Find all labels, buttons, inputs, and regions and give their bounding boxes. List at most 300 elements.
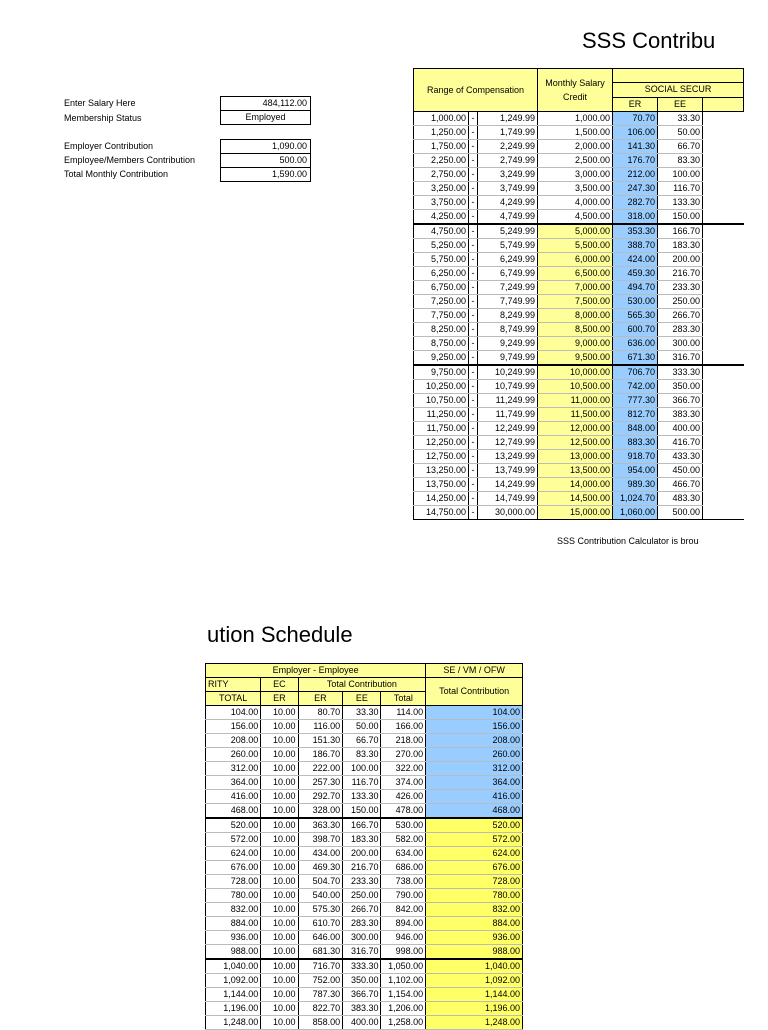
table-cell: 11,250.00 <box>414 408 469 422</box>
table-row <box>414 464 744 478</box>
table-row <box>414 492 744 506</box>
table-row <box>414 436 744 450</box>
table-cell: 13,500.00 <box>538 464 613 478</box>
table-row <box>206 762 523 776</box>
table-cell: - <box>469 478 478 492</box>
table-cell: 1,196.00 <box>426 1002 523 1016</box>
table-cell: 5,500.00 <box>538 239 613 253</box>
table-cell: 686.00 <box>381 861 426 875</box>
table-cell: 416.00 <box>426 790 523 804</box>
table-cell: 1,040.00 <box>426 959 523 974</box>
table-cell: 11,749.99 <box>478 408 538 422</box>
table-cell: 33.30 <box>658 112 703 126</box>
table-row <box>206 861 523 875</box>
header-rity: RITY <box>206 678 261 692</box>
table-cell: 946.00 <box>381 931 426 945</box>
table-cell: 10.00 <box>261 1016 298 1030</box>
table-cell: 1,024.70 <box>613 492 658 506</box>
table-cell: 398.70 <box>298 833 343 847</box>
table-row <box>206 903 523 917</box>
table-cell: 257.30 <box>298 776 343 790</box>
table-cell: 183.30 <box>343 833 381 847</box>
table-cell: 13,749.99 <box>478 464 538 478</box>
table-cell: 3,500.00 <box>538 182 613 196</box>
table-cell: 7,749.99 <box>478 295 538 309</box>
table-cell: 1,092.00 <box>426 974 523 988</box>
table-cell: 681.30 <box>298 945 343 960</box>
table-cell: 364.00 <box>426 776 523 790</box>
table-cell: 998.00 <box>381 945 426 960</box>
table-row <box>414 154 744 168</box>
header-employer-employee: Employer - Employee <box>206 664 426 678</box>
table-cell: 3,749.99 <box>478 182 538 196</box>
table-cell: 14,750.00 <box>414 506 469 520</box>
status-label: Membership Status <box>64 113 142 123</box>
table-row <box>414 295 744 309</box>
table-cell: 270.00 <box>381 748 426 762</box>
table-row <box>206 875 523 889</box>
table-cell: - <box>469 210 478 225</box>
table-cell: 6,750.00 <box>414 281 469 295</box>
table-cell: 14,500.00 <box>538 492 613 506</box>
table-cell: 1,144.00 <box>206 988 261 1002</box>
table-cell: 100.00 <box>343 762 381 776</box>
table-cell: 2,500.00 <box>538 154 613 168</box>
table-cell: 3,249.99 <box>478 168 538 182</box>
table-cell: 1,144.00 <box>426 988 523 1002</box>
table-cell: 478.00 <box>381 804 426 819</box>
table-cell: 832.00 <box>206 903 261 917</box>
table-cell: 742.00 <box>613 380 658 394</box>
header-ee: EE <box>343 692 381 706</box>
table-cell: 104.00 <box>206 706 261 720</box>
table-cell: 5,000.00 <box>538 224 613 239</box>
table-cell: 374.00 <box>381 776 426 790</box>
table-row <box>206 988 523 1002</box>
table-cell: 1,248.00 <box>426 1016 523 1030</box>
table-cell: - <box>469 295 478 309</box>
table-cell: 9,750.00 <box>414 365 469 380</box>
table-row <box>206 945 523 960</box>
table-cell: 150.00 <box>343 804 381 819</box>
table-cell: 5,250.00 <box>414 239 469 253</box>
table-cell: 80.70 <box>298 706 343 720</box>
table-cell: 7,250.00 <box>414 295 469 309</box>
table-cell: 12,750.00 <box>414 450 469 464</box>
table-cell: 671.30 <box>613 351 658 366</box>
table-cell: 500.00 <box>658 506 703 520</box>
table-cell: - <box>469 112 478 126</box>
table-cell: 218.00 <box>381 734 426 748</box>
table-cell: 1,102.00 <box>381 974 426 988</box>
table-row <box>206 776 523 790</box>
header-ec: EC <box>261 678 298 692</box>
table-cell: - <box>469 351 478 366</box>
table-cell: - <box>469 196 478 210</box>
table-cell: 636.00 <box>613 337 658 351</box>
header-er: ER <box>613 97 658 111</box>
table-cell: 316.70 <box>658 351 703 366</box>
bottom-title: ution Schedule <box>207 622 353 647</box>
table-row <box>206 720 523 734</box>
table-row <box>206 790 523 804</box>
table-cell: 582.00 <box>381 833 426 847</box>
table-cell: 283.30 <box>658 323 703 337</box>
table-cell: 494.70 <box>613 281 658 295</box>
table-cell: 250.00 <box>343 889 381 903</box>
table-cell: 9,249.99 <box>478 337 538 351</box>
table-cell: 10.00 <box>261 988 298 1002</box>
contribution-schedule-table <box>205 663 523 1030</box>
table-cell: 316.70 <box>343 945 381 960</box>
table-cell: 151.30 <box>298 734 343 748</box>
table-cell: 10,000.00 <box>538 365 613 380</box>
table-cell: 208.00 <box>206 734 261 748</box>
table-cell: 812.70 <box>613 408 658 422</box>
table-cell: - <box>469 168 478 182</box>
table-cell: 176.70 <box>613 154 658 168</box>
table-cell: 116.00 <box>298 720 343 734</box>
table-cell: 1,196.00 <box>206 1002 261 1016</box>
table-row <box>206 748 523 762</box>
table-cell: 116.70 <box>658 182 703 196</box>
table-cell: 10.00 <box>261 762 298 776</box>
table-cell: 13,250.00 <box>414 464 469 478</box>
table-cell: 312.00 <box>426 762 523 776</box>
table-row <box>414 140 744 154</box>
table-cell: 4,500.00 <box>538 210 613 225</box>
total-label: Total Monthly Contribution <box>64 169 169 179</box>
table-cell: 11,000.00 <box>538 394 613 408</box>
table-row <box>414 351 744 366</box>
table-cell: 918.70 <box>613 450 658 464</box>
table-cell: 8,249.99 <box>478 309 538 323</box>
table-cell: 10.00 <box>261 776 298 790</box>
table-row <box>414 253 744 267</box>
table-row <box>414 422 744 436</box>
table-cell: 7,249.99 <box>478 281 538 295</box>
table-cell: 9,500.00 <box>538 351 613 366</box>
table-cell: 1,250.00 <box>414 126 469 140</box>
table-cell: 8,000.00 <box>538 309 613 323</box>
table-cell: - <box>469 337 478 351</box>
table-cell: 10,500.00 <box>538 380 613 394</box>
table-cell: 780.00 <box>426 889 523 903</box>
table-cell: 646.00 <box>298 931 343 945</box>
table-cell: 1,154.00 <box>381 988 426 1002</box>
table-cell: 5,249.99 <box>478 224 538 239</box>
table-cell: 1,050.00 <box>381 959 426 974</box>
table-cell: 150.00 <box>658 210 703 225</box>
table-cell: 13,249.99 <box>478 450 538 464</box>
table-cell: 988.00 <box>426 945 523 960</box>
table-cell: 988.00 <box>206 945 261 960</box>
er-label: Employer Contribution <box>64 141 154 151</box>
table-cell: - <box>469 182 478 196</box>
header-ec-er: ER <box>261 692 298 706</box>
table-cell: 10.00 <box>261 790 298 804</box>
table-cell: 388.70 <box>613 239 658 253</box>
table-cell: 572.00 <box>426 833 523 847</box>
table-cell: 233.30 <box>343 875 381 889</box>
table-cell: 10.00 <box>261 734 298 748</box>
table-cell: 1,500.00 <box>538 126 613 140</box>
table-cell: 3,750.00 <box>414 196 469 210</box>
table-cell: 328.00 <box>298 804 343 819</box>
table-cell: 1,000.00 <box>538 112 613 126</box>
table-cell: 266.70 <box>343 903 381 917</box>
table-row <box>414 365 744 380</box>
table-cell: 366.70 <box>343 988 381 1002</box>
table-cell: - <box>469 394 478 408</box>
table-cell: 426.00 <box>381 790 426 804</box>
table-cell: 1,249.99 <box>478 112 538 126</box>
table-cell: 466.70 <box>658 478 703 492</box>
table-cell: 624.00 <box>206 847 261 861</box>
table-cell: 282.70 <box>613 196 658 210</box>
table-cell: 83.30 <box>343 748 381 762</box>
table-cell: 2,249.99 <box>478 140 538 154</box>
table-cell: 166.70 <box>343 818 381 833</box>
table-cell: - <box>469 422 478 436</box>
table-cell: 13,000.00 <box>538 450 613 464</box>
table-row <box>414 394 744 408</box>
table-cell: 10.00 <box>261 833 298 847</box>
table-cell: 8,749.99 <box>478 323 538 337</box>
table-cell: 12,250.00 <box>414 436 469 450</box>
table-cell: 4,749.99 <box>478 210 538 225</box>
table-cell: 565.30 <box>613 309 658 323</box>
table-row <box>206 734 523 748</box>
table-cell: 10.00 <box>261 818 298 833</box>
table-cell: 469.30 <box>298 861 343 875</box>
table-cell: 12,000.00 <box>538 422 613 436</box>
table-cell: 10.00 <box>261 945 298 960</box>
table-cell: 100.00 <box>658 168 703 182</box>
table-row <box>414 126 744 140</box>
table-cell: 787.30 <box>298 988 343 1002</box>
table-cell: 3,250.00 <box>414 182 469 196</box>
table-cell: 434.00 <box>298 847 343 861</box>
table-cell: 200.00 <box>343 847 381 861</box>
table-cell: 10.00 <box>261 875 298 889</box>
table-cell: 706.70 <box>613 365 658 380</box>
table-cell: 10.00 <box>261 847 298 861</box>
header-social: SOCIAL SECUR <box>613 83 744 97</box>
table-cell: 13,750.00 <box>414 478 469 492</box>
table-row <box>414 182 744 196</box>
table-row <box>206 889 523 903</box>
table-row <box>414 380 744 394</box>
table-cell: 416.70 <box>658 436 703 450</box>
table-cell: 848.00 <box>613 422 658 436</box>
table-cell: 14,749.99 <box>478 492 538 506</box>
table-row <box>414 323 744 337</box>
table-cell: 350.00 <box>343 974 381 988</box>
bottom-table-wrapper <box>205 663 525 1027</box>
table-cell: 333.30 <box>658 365 703 380</box>
table-cell: 8,500.00 <box>538 323 613 337</box>
table-cell: 116.70 <box>343 776 381 790</box>
table-row <box>206 959 523 974</box>
table-cell: - <box>469 126 478 140</box>
table-cell: 822.70 <box>298 1002 343 1016</box>
table-cell: - <box>469 154 478 168</box>
table-cell: 156.00 <box>206 720 261 734</box>
table-row <box>206 1016 523 1030</box>
table-cell: 676.00 <box>426 861 523 875</box>
table-cell: 50.00 <box>343 720 381 734</box>
table-cell: - <box>469 253 478 267</box>
table-cell: 70.70 <box>613 112 658 126</box>
table-row <box>206 833 523 847</box>
table-cell: 504.70 <box>298 875 343 889</box>
table-cell: 383.30 <box>343 1002 381 1016</box>
table-cell: 6,500.00 <box>538 267 613 281</box>
table-cell: 1,040.00 <box>206 959 261 974</box>
table-row <box>414 210 744 225</box>
table-cell: 10,750.00 <box>414 394 469 408</box>
table-cell: 530.00 <box>613 295 658 309</box>
sss-range-table <box>413 68 744 520</box>
table-cell: 11,750.00 <box>414 422 469 436</box>
status-select[interactable]: Employed <box>220 110 311 125</box>
table-cell: 5,750.00 <box>414 253 469 267</box>
table-cell: 7,500.00 <box>538 295 613 309</box>
table-cell: 318.00 <box>613 210 658 225</box>
table-cell: 9,749.99 <box>478 351 538 366</box>
table-cell: 12,749.99 <box>478 436 538 450</box>
header-total: TOTAL <box>206 692 261 706</box>
table-cell: 260.00 <box>206 748 261 762</box>
table-cell: 260.00 <box>426 748 523 762</box>
table-row <box>414 337 744 351</box>
table-row <box>206 706 523 720</box>
table-cell: 166.70 <box>658 224 703 239</box>
note-text: SSS Contribution Calculator is brou <box>557 536 699 546</box>
table-cell: 1,060.00 <box>613 506 658 520</box>
table-cell: 777.30 <box>613 394 658 408</box>
table-cell: 114.00 <box>381 706 426 720</box>
table-cell: 10,250.00 <box>414 380 469 394</box>
table-cell: 540.00 <box>298 889 343 903</box>
table-cell: 738.00 <box>381 875 426 889</box>
table-cell: 10.00 <box>261 917 298 931</box>
table-cell: 156.00 <box>426 720 523 734</box>
table-cell: 11,249.99 <box>478 394 538 408</box>
table-cell: 936.00 <box>426 931 523 945</box>
table-cell: 575.30 <box>298 903 343 917</box>
table-cell: 8,750.00 <box>414 337 469 351</box>
table-cell: 250.00 <box>658 295 703 309</box>
table-cell: 133.30 <box>658 196 703 210</box>
table-cell: 200.00 <box>658 253 703 267</box>
table-cell: 222.00 <box>298 762 343 776</box>
table-cell: - <box>469 281 478 295</box>
header-msc: Monthly Salary Credit <box>538 69 613 112</box>
header-er: ER <box>298 692 343 706</box>
table-row <box>206 804 523 819</box>
table-cell: 333.30 <box>343 959 381 974</box>
table-row <box>414 168 744 182</box>
top-table-wrapper <box>413 68 712 522</box>
table-cell: 353.30 <box>613 224 658 239</box>
table-cell: 104.00 <box>426 706 523 720</box>
table-row <box>414 196 744 210</box>
table-cell: 364.00 <box>206 776 261 790</box>
header-range: Range of Compensation <box>414 69 538 112</box>
table-cell: 30,000.00 <box>478 506 538 520</box>
table-cell: - <box>469 492 478 506</box>
table-row <box>414 450 744 464</box>
table-cell: 858.00 <box>298 1016 343 1030</box>
table-cell: 894.00 <box>381 917 426 931</box>
table-cell: 83.30 <box>658 154 703 168</box>
table-cell: 1,258.00 <box>381 1016 426 1030</box>
table-row <box>206 974 523 988</box>
table-cell: 292.70 <box>298 790 343 804</box>
top-title: SSS Contribu <box>582 28 716 53</box>
table-cell: 1,000.00 <box>414 112 469 126</box>
table-cell: 6,249.99 <box>478 253 538 267</box>
table-cell: 4,249.99 <box>478 196 538 210</box>
table-cell: 9,000.00 <box>538 337 613 351</box>
table-cell: 400.00 <box>658 422 703 436</box>
table-cell: 10.00 <box>261 903 298 917</box>
table-row <box>414 281 744 295</box>
table-cell: 322.00 <box>381 762 426 776</box>
table-cell: - <box>469 224 478 239</box>
table-cell: 183.30 <box>658 239 703 253</box>
header-ee: EE <box>658 97 703 111</box>
table-cell: 520.00 <box>206 818 261 833</box>
table-cell: 572.00 <box>206 833 261 847</box>
ee-label: Employee/Members Contribution <box>64 155 196 165</box>
table-cell: 6,749.99 <box>478 267 538 281</box>
table-cell: - <box>469 239 478 253</box>
table-row <box>414 408 744 422</box>
table-cell: 283.30 <box>343 917 381 931</box>
salary-label: Enter Salary Here <box>64 98 136 108</box>
table-cell: 728.00 <box>426 875 523 889</box>
table-cell: 989.30 <box>613 478 658 492</box>
table-cell: 7,750.00 <box>414 309 469 323</box>
table-cell: 12,249.99 <box>478 422 538 436</box>
table-cell: 634.00 <box>381 847 426 861</box>
table-row <box>414 112 744 126</box>
table-cell: 1,092.00 <box>206 974 261 988</box>
table-cell: 4,750.00 <box>414 224 469 239</box>
table-cell: 468.00 <box>206 804 261 819</box>
table-cell: 2,750.00 <box>414 168 469 182</box>
table-cell: 7,000.00 <box>538 281 613 295</box>
table-cell: 459.30 <box>613 267 658 281</box>
table-cell: 468.00 <box>426 804 523 819</box>
table-cell: - <box>469 309 478 323</box>
table-cell: 2,749.99 <box>478 154 538 168</box>
table-cell: - <box>469 450 478 464</box>
table-cell: 266.70 <box>658 309 703 323</box>
ee-value: 500.00 <box>220 153 311 168</box>
table-cell: 728.00 <box>206 875 261 889</box>
table-cell: 6,250.00 <box>414 267 469 281</box>
table-cell: - <box>469 408 478 422</box>
salary-input[interactable]: 484,112.00 <box>220 96 311 111</box>
table-cell: - <box>469 267 478 281</box>
table-cell: 954.00 <box>613 464 658 478</box>
table-cell: 433.30 <box>658 450 703 464</box>
table-cell: 416.00 <box>206 790 261 804</box>
